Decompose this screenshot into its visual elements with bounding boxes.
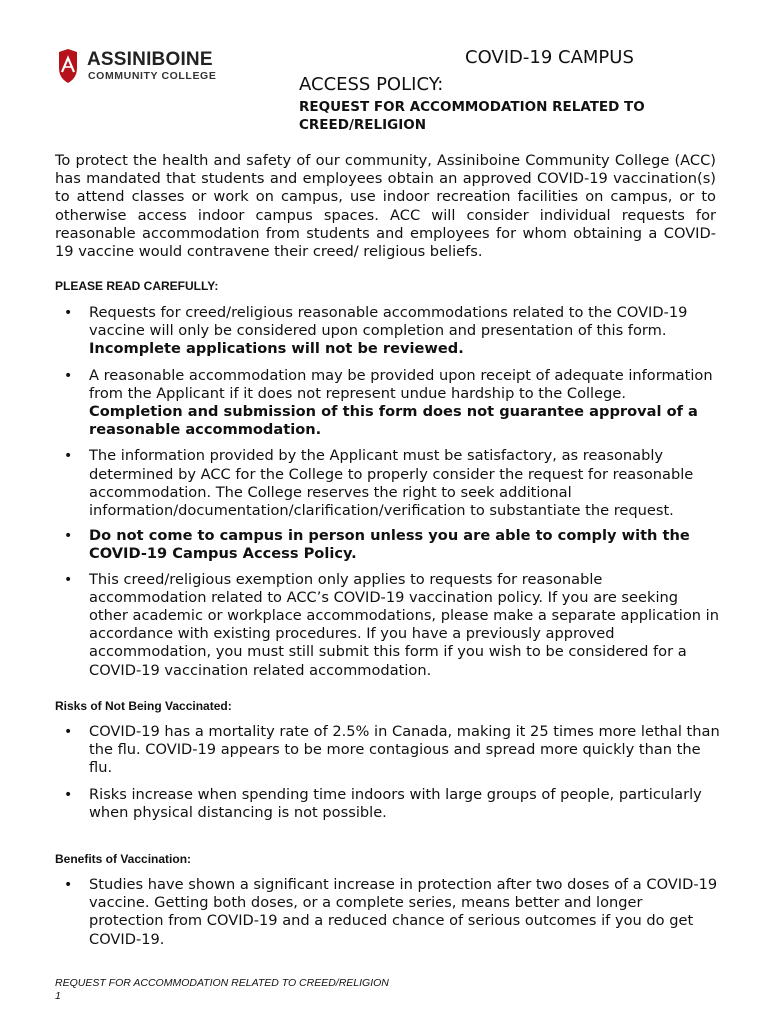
benefits-heading: Benefits of Vaccination:: [55, 852, 192, 866]
college-logo: [57, 48, 237, 88]
item-text: Requests for creed/religious reasonable accommodations related to the COVID-19 vaccine will only be considered upon completion and presentation of this form.: [89, 304, 688, 340]
risks-heading: Risks of Not Being Vaccinated:: [55, 699, 232, 713]
logo-name: ASSINIBOINE: [87, 49, 213, 70]
read-carefully-list: [55, 304, 720, 680]
list-item: • COVID-19 has a mortality rate of 2.5% in Canada, making it 25 times more lethal than the flu. COVID-19 appears to be more contagious and spread more quickly than the flu.: [55, 723, 720, 778]
item-text: A reasonable accommodation may be provided upon receipt of adequate information from the Applicant if it does not represent undue hardship to the College.: [89, 366, 713, 402]
college-crest-icon: [57, 48, 79, 84]
list-item: • Studies have shown a significant increase in protection after two doses of a COVID-19 vaccine. Getting both doses, or a complete series, means better and longer protection from COVID-19 and a reduced chance of serious outcomes if you do get COVID-19.: [55, 876, 720, 949]
read-carefully-heading: PLEASE READ CAREFULLY:: [55, 279, 219, 293]
item-bold-text: Incomplete applications will not be reviewed.: [89, 340, 464, 358]
list-item: [55, 304, 720, 359]
page-footer: [55, 977, 389, 1003]
list-item: [55, 527, 720, 563]
risks-list: [55, 723, 720, 822]
list-item: [55, 571, 720, 680]
item-text: The information provided by the Applicant must be satisfactory, as reasonably determined by ACC for the College to properly consider the request for reasonable accommodation. The College reserves the right to seek additional information/documentation/clarification/verification to substantiate the request.: [89, 447, 694, 520]
list-item: [55, 367, 720, 440]
page-title-line2: ACCESS POLICY:: [299, 74, 444, 95]
item-bold-text: Completion and submission of this form does not guarantee approval of a reasonable accommodation.: [89, 403, 698, 439]
intro-paragraph: To protect the health and safety of our community, Assiniboine Community College (ACC) has mandated that students and employees obtain an approved COVID-19 vaccination(s) to attend classes or work on campus, use indoor recreation facilities on campus, or to otherwise access indoor campus spaces. ACC will consider individual requests for reasonable accommodation from students and employees for whom obtaining a COVID-19 vaccine would contravene their creed/ religious beliefs.: [55, 152, 716, 261]
list-item: [55, 447, 720, 520]
page-title-line1: COVID-19 CAMPUS: [465, 47, 634, 68]
item-bold-text: Do not come to campus in person unless you are able to comply with the COVID-19 Campus Access Policy.: [89, 527, 690, 563]
logo-subtitle: COMMUNITY COLLEGE: [88, 70, 217, 82]
page-subtitle: REQUEST FOR ACCOMMODATION RELATED TO CREED/RELIGION: [299, 99, 645, 133]
footer-title: REQUEST FOR ACCOMMODATION RELATED TO CREED/RELIGION: [55, 977, 389, 989]
item-text: This creed/religious exemption only applies to requests for reasonable accommodation related to ACC’s COVID-19 vaccination policy. If you are seeking other academic or workplace accommodations, please make a separate application in accordance with existing procedures. If you have a previously approved accommodation, you must still submit this form if you wish to be considered for a COVID-19 vaccination related accommodation.: [89, 570, 719, 679]
list-item: • Risks increase when spending time indoors with large groups of people, particularly when physical distancing is not possible.: [55, 786, 720, 822]
benefits-list: [55, 876, 720, 949]
page-number: 1: [55, 990, 61, 1002]
